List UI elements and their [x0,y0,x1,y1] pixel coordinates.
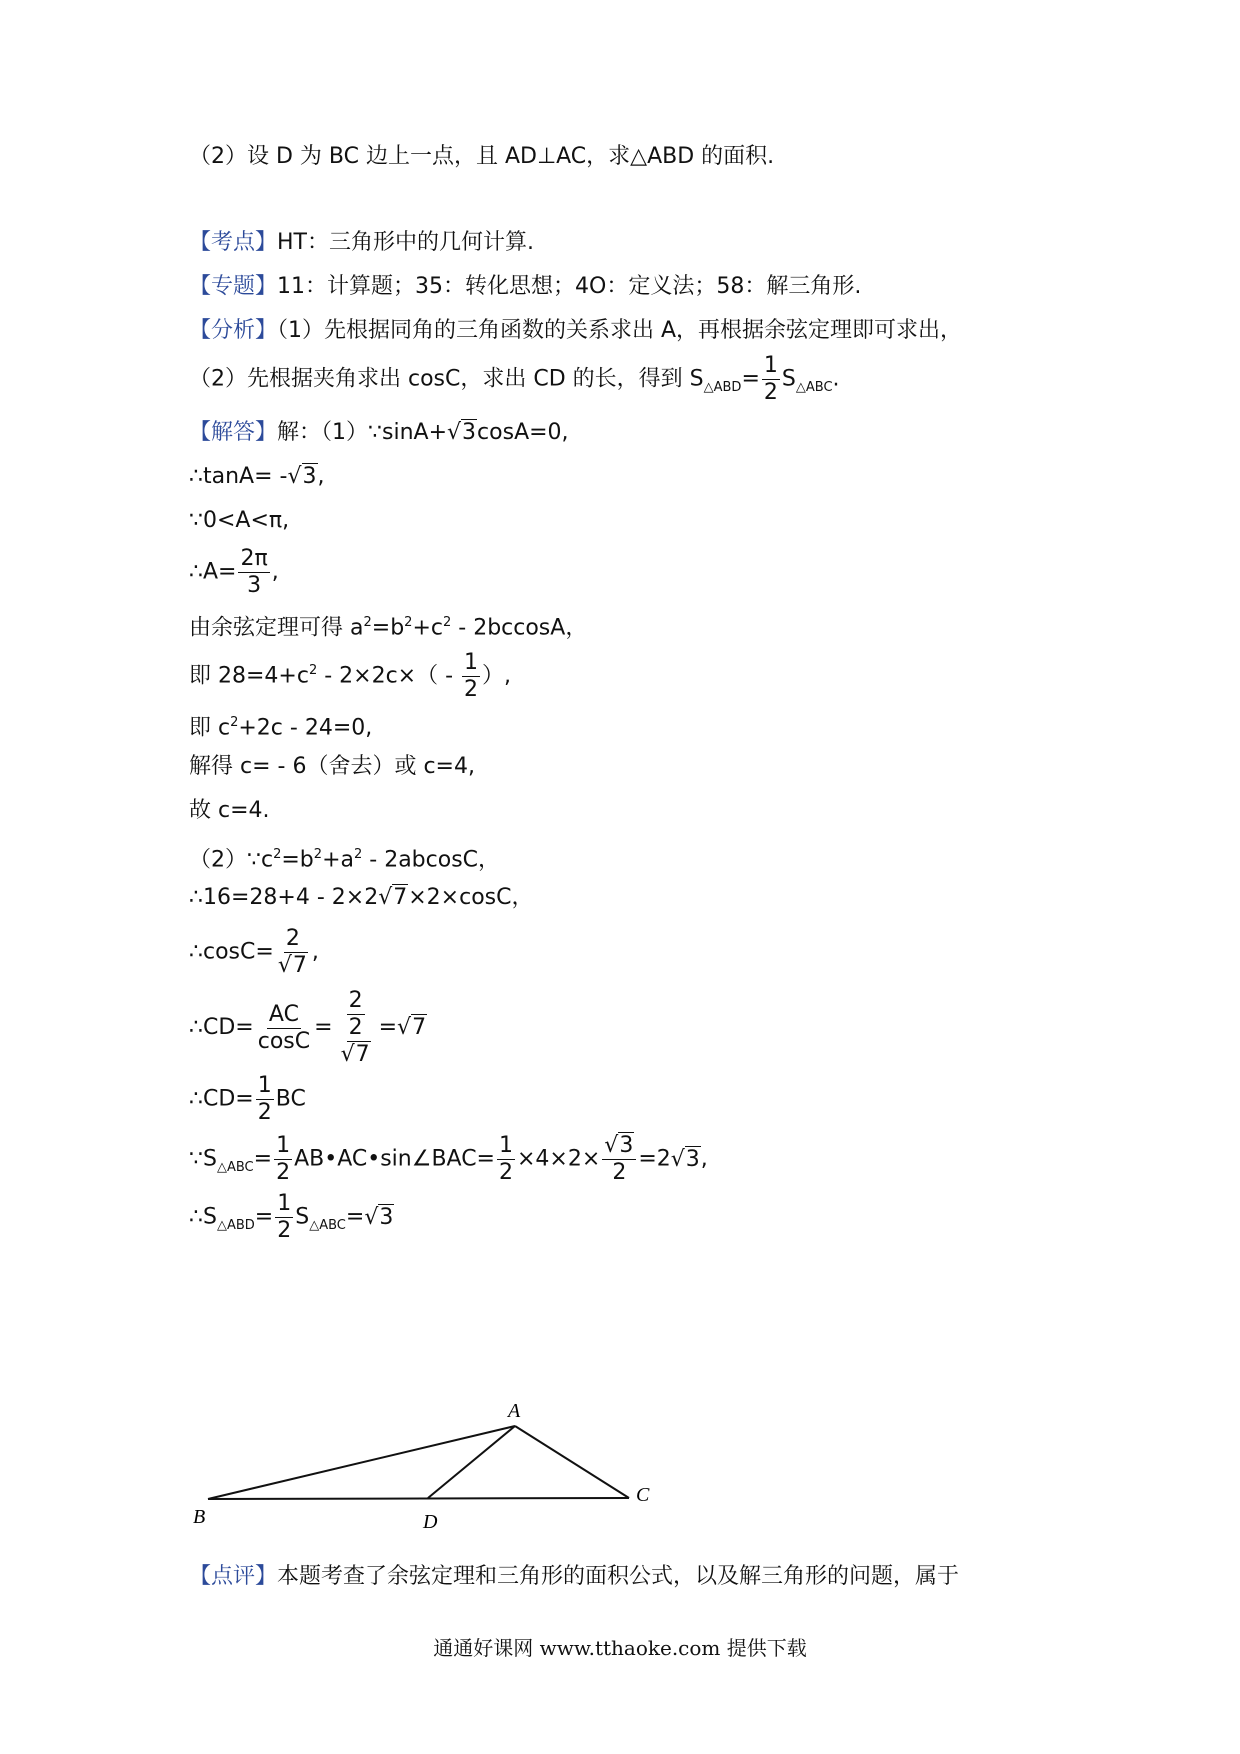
side-ba [208,1426,515,1499]
denominator: 2 [464,677,479,702]
t: ∴cosC= [189,939,274,965]
two-pi-over-3 [238,548,269,597]
fenxi-line2 [189,355,840,404]
t: BC [275,1086,306,1112]
jieda-pre: 解：（1）∵sinA+ [277,420,448,445]
eq-28-line [189,652,511,701]
fenxi-tag: 【分析】 [189,318,278,343]
jieda-mid: cosA=0, [477,420,569,445]
half-fraction [762,355,780,404]
t: ∴S [189,1204,217,1230]
cos-law-line [189,608,587,643]
a-pre: ∴A= [189,559,237,585]
quad-line [189,708,372,743]
t: S [295,1204,310,1230]
sub-abd: △ABD [703,379,742,395]
t: ∵S [189,1146,217,1172]
t: - 2×2c×（ - [317,663,461,689]
t: =b [371,615,405,641]
t: +2c - 24=0, [238,715,373,741]
half-fraction [497,1135,515,1184]
t: =2 [638,1146,671,1172]
sub-abc: △ABC [309,1217,346,1233]
fenxi-text2: （2）先根据夹角求出 cosC，求出 CD 的长，得到 S [189,366,704,392]
s-abd-line [189,1193,394,1242]
zhuanti-line [189,272,861,302]
triangle-figure [180,1395,680,1535]
half-fraction [462,652,480,701]
tan-pre: ∴tanA= - [189,464,288,489]
sqrt-3: √3 [604,1133,634,1158]
numerator: 1 [277,1191,292,1216]
sqrt-3: √3 [670,1146,700,1172]
t: ×2×cosC， [408,885,534,910]
dianping-tag: 【点评】 [189,1564,278,1589]
kaodian-line [189,228,534,258]
sub-abc: △ABC [216,1159,254,1175]
t: ∴16=28+4 - 2×2 [189,885,379,910]
denominator [276,953,310,977]
denominator [339,1042,373,1066]
sub-abd: △ABD [216,1217,255,1233]
t: ）, [482,663,512,689]
denominator: 2 [499,1160,513,1185]
t: ∴CD= [189,1086,254,1112]
t: 即 c [189,715,231,741]
t: 由余弦定理可得 a [189,615,364,641]
radicand: 7 [393,885,408,910]
c4-line: 故 c=4. [189,798,270,823]
t: - 2abcosC， [362,847,501,873]
sqrt-3: √3 [447,420,477,445]
t: , [700,1146,708,1172]
half-fraction [256,1075,274,1124]
label-a: A [508,1400,521,1422]
dianping-line [189,1562,959,1592]
complex-fraction [335,990,377,1066]
sqrt-3: √3 [364,1204,394,1230]
t: 即 28=4+c [189,663,309,689]
t: = [314,1015,333,1040]
zhuanti-tag: 【专题】 [189,274,278,299]
label-b: B [193,1506,206,1528]
numerator: 2 [348,988,363,1013]
numerator: 1 [276,1133,291,1158]
numerator: 2 [285,926,300,951]
part2-cos-law-line [189,840,500,875]
cosc-line [189,928,319,977]
numerator: 2 [348,1015,363,1040]
exp: 2 [442,615,452,630]
exp: 2 [353,847,363,862]
sqrt-7: √7 [340,1042,370,1067]
denominator: 2 [276,1160,291,1185]
radicand: 3 [619,1133,634,1158]
numerator [602,1135,636,1160]
half-fraction [275,1193,293,1242]
tan-post: , [317,464,325,489]
label-c: C [636,1484,650,1506]
equals: = [741,366,760,392]
footer: 通通好课网 www.tthaoke.com 提供下载 [433,1636,807,1660]
numerator: 1 [763,353,778,378]
denominator: 2 [257,1100,272,1125]
t: = [378,1015,398,1040]
t: =b [281,847,314,873]
radicand: 3 [302,464,317,489]
numerator: 1 [499,1133,513,1158]
exp: 2 [273,847,282,862]
eq-16-line [189,883,533,913]
t: +a [322,847,354,873]
side-bc [208,1498,629,1499]
fenxi-text1: （1）先根据同角的三角函数的关系求出 A，再根据余弦定理即可求出， [277,318,963,343]
range-line: ∵0<A<π, [189,508,290,533]
exp: 2 [308,663,318,679]
exp: 2 [313,847,323,862]
denominator: 2 [763,380,778,405]
t: = [345,1204,365,1230]
kaodian-text: HT：三角形中的几何计算. [277,230,534,255]
t: , [311,939,319,965]
sqrt-7: √7 [378,885,408,910]
t: ∴CD= [189,1015,254,1040]
s-symbol: S [781,366,796,392]
denominator: 2 [277,1218,292,1243]
numerator: 1 [257,1073,272,1098]
numerator: AC [268,1001,299,1027]
cd-line1 [189,990,427,1066]
half-fraction [274,1135,292,1184]
question-part2: （2）设 D 为 BC 边上一点，且 AD⊥AC，求△ABD 的面积. [189,144,775,169]
denominator: 3 [247,573,262,598]
numerator: 2π [240,546,268,571]
t: AB•AC•sin∠BAC= [294,1146,495,1172]
denominator: 2 [612,1160,627,1185]
jieda-line [189,418,569,448]
sqrt-3: √3 [287,464,317,489]
t: = [253,1146,273,1172]
two-over-sqrt7 [276,928,310,977]
exp: 2 [404,615,413,630]
t: ×4×2× [517,1146,601,1172]
radicand: 7 [292,953,307,978]
radicand: 3 [379,1204,394,1230]
period: . [832,366,840,392]
numerator: 1 [464,650,479,675]
s-abc-line [189,1135,708,1184]
t: - 2bccosA， [451,615,588,641]
fenxi-line1 [189,316,962,346]
exp: 2 [230,715,239,730]
sqrt3-over-2 [602,1135,636,1184]
dianping-text: 本题考查了余弦定理和三角形的面积公式，以及解三角形的问题，属于 [277,1564,960,1589]
sqrt-7: √7 [277,953,307,978]
t: +c [412,615,443,641]
a-post: , [271,559,279,585]
cd-line2 [189,1075,306,1124]
ac-over-cosc [256,1001,312,1054]
radicand: 3 [685,1146,700,1172]
jieda-tag: 【解答】 [189,420,278,445]
solve-line: 解得 c= - 6（舍去）或 c=4, [189,754,475,779]
t: （2）∵c [189,847,274,873]
tan-line [189,462,325,492]
label-d: D [423,1511,438,1533]
radicand: 7 [412,1015,427,1040]
denominator [335,1015,377,1066]
radicand: 7 [355,1042,370,1067]
kaodian-tag: 【考点】 [189,230,278,255]
a-value-line [189,548,279,597]
exp: 2 [363,615,372,630]
zhuanti-text: 11：计算题；35：转化思想；4O：定义法；58：解三角形. [277,274,862,299]
side-ac [515,1426,629,1498]
sqrt-7: √7 [397,1015,427,1040]
sub-abc: △ABC [795,379,833,395]
radicand: 3 [462,420,477,445]
t: = [254,1204,274,1230]
denominator: cosC [257,1028,311,1054]
two-over-sqrt7 [339,1017,373,1066]
